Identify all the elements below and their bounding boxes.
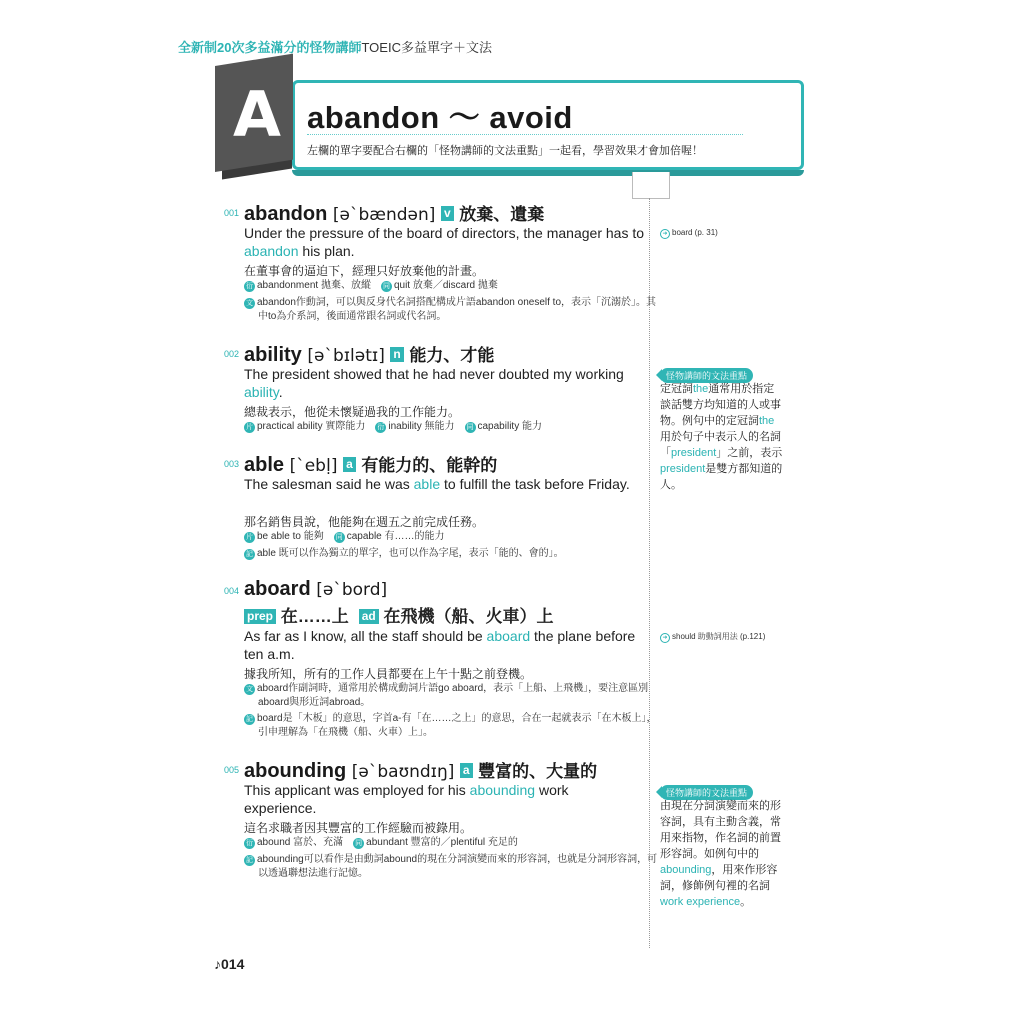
example-keyword: ability bbox=[244, 384, 279, 400]
arrow-right-icon: ➜ bbox=[660, 633, 670, 643]
memory-badge: 記 bbox=[246, 551, 253, 558]
headword-line bbox=[244, 578, 387, 601]
headword-line bbox=[244, 451, 497, 477]
related-words: 衍 abandonment 拋棄、放縱 同 quit 放棄／discard 拋棄 bbox=[246, 280, 498, 291]
headword-line bbox=[244, 757, 597, 783]
meaning-2: 在飛機（船、火車）上 bbox=[383, 607, 554, 626]
memory-note: 記 board是「木板」的意思，字首a-有「在……之上」的意思，合在一起就表示「在木板上」，引申理解為「在飛機（船、火車）上」。 bbox=[246, 713, 657, 738]
synonym-badge: 同 bbox=[355, 840, 363, 847]
arrow-right-icon: ➜ bbox=[660, 229, 670, 239]
memory-note: 記 able 既可以作為獨立的單字，也可以作為字尾，表示「能的、會的」。 bbox=[246, 548, 564, 559]
memory-note: 記 abounding可以看作是由動詞abound的現在分詞演變而來的形容詞，也就是分詞形容詞，可以透過聯想法進行記憶。 bbox=[246, 854, 658, 879]
pos-tag-2: ad bbox=[359, 609, 379, 624]
phonetic: [əˋbord] bbox=[316, 580, 388, 600]
example-keyword: able bbox=[413, 476, 441, 492]
headword: abandon bbox=[244, 203, 328, 225]
headword-line bbox=[244, 200, 544, 226]
pos-tag: v bbox=[441, 206, 454, 221]
phrase-badge: 片 bbox=[246, 424, 253, 431]
pos-tag: a bbox=[343, 457, 356, 472]
example-sentence: The salesman said he was able to fulfill the task before Friday. bbox=[244, 476, 630, 492]
synonym-badge: 同 bbox=[335, 534, 343, 541]
banner-subtitle: 左欄的單字要配合右欄的「怪物講師的文法重點」一起看，學習效果才會加倍喔！ bbox=[307, 145, 703, 157]
entry-number: 001 bbox=[224, 208, 240, 218]
grammar-tip-the: 定冠詞the通常用於指定談話雙方均知道的人或事物。例句中的定冠詞the用於句子中表示人的名詞「president」之前，表示president是雙方都知道的人。 bbox=[660, 383, 783, 491]
headword: able bbox=[244, 454, 285, 476]
grammar-tip-participle: 由現在分詞演變而來的形容詞，具有主動含義，常用來指物，作名詞的前置形容詞。如例句中的abounding，用來作形容詞，修飾例句裡的名詞work experience。 bbox=[660, 800, 781, 908]
memory-badge: 記 bbox=[246, 716, 253, 723]
banner-divider bbox=[307, 134, 743, 135]
synonym-badge: 同 bbox=[382, 283, 390, 290]
cross-reference-board[interactable]: ➜ board (p. 31) bbox=[660, 228, 718, 239]
headword: aboard bbox=[244, 578, 311, 600]
section-letter: A bbox=[233, 78, 281, 151]
running-header bbox=[178, 37, 492, 56]
example-sentence: Under the pressure of the board of directors, the manager has to abandon his plan. bbox=[244, 225, 645, 259]
related-words: 片 practical ability 實際能力 衍 inability 無能力 同 capability 能力 bbox=[246, 421, 542, 432]
grammar-tip-label-2: 怪物講師的文法重點 bbox=[660, 785, 753, 800]
example-keyword: abandon bbox=[244, 243, 299, 259]
headword: ability bbox=[244, 344, 302, 366]
memory-badge: 記 bbox=[246, 857, 253, 864]
related-words: 衍 abound 富於、充滿 同 abundant 豐富的／plentiful 充足的 bbox=[246, 837, 518, 848]
series-title: TOEIC多益單字＋文法 bbox=[361, 40, 492, 55]
meaning: 在……上 bbox=[280, 607, 349, 626]
page-number: ♪014 bbox=[214, 956, 245, 972]
example-sentence: The president showed that he had never doubted my working ability. bbox=[244, 366, 624, 400]
grammar-tip-label: 怪物講師的文法重點 bbox=[660, 368, 753, 383]
entry-number: 003 bbox=[224, 459, 240, 469]
entry-number: 005 bbox=[224, 765, 240, 775]
pos-tag: n bbox=[390, 347, 403, 362]
example-translation: 在董事會的逼迫下，經理只好放棄他的計畫。 bbox=[244, 264, 485, 278]
meaning: 能力、才能 bbox=[409, 346, 495, 365]
example-sentence: As far as I know, all the staff should be aboard the plane before ten a.m. bbox=[244, 628, 636, 662]
headword-line bbox=[244, 341, 494, 367]
meaning: 有能力的、能幹的 bbox=[361, 456, 498, 475]
synonym-badge: 同 bbox=[466, 424, 474, 431]
cross-reference-should[interactable]: ➜ should 助動詞用法 (p.121) bbox=[660, 631, 765, 643]
phonetic: [ˋebḷ] bbox=[289, 456, 338, 476]
derivative-badge: 衍 bbox=[246, 840, 253, 847]
example-translation: 那名銷售員說，他能夠在週五之前完成任務。 bbox=[244, 515, 485, 529]
phonetic: [əˋbændən] bbox=[332, 205, 436, 225]
series-highlight: 全新制20次多益滿分的怪物講師 bbox=[178, 40, 362, 55]
example-translation: 這名求職者因其豐富的工作經驗而被錄用。 bbox=[244, 821, 473, 835]
pos-tag: a bbox=[460, 763, 473, 778]
grammar-badge: 文 bbox=[246, 300, 253, 307]
phonetic: [əˋbaʊndɪŋ] bbox=[351, 762, 455, 782]
related-words: 片 be able to 能夠 同 capable 有……的能力 bbox=[246, 531, 445, 542]
example-translation: 總裁表示，他從未懷疑過我的工作能力。 bbox=[244, 405, 461, 419]
example-keyword: aboard bbox=[486, 628, 531, 644]
grammar-note: 文 aboard作副詞時，通常用於構成動詞片語go aboard，表示「上船、上飛機」，要注意區別aboard與形近詞abroad。 bbox=[246, 683, 649, 708]
phonetic: [əˋbɪlətɪ] bbox=[307, 346, 385, 366]
headword: abounding bbox=[244, 760, 347, 782]
example-sentence: This applicant was employed for his abounding work experience. bbox=[244, 782, 569, 816]
derivative-badge: 衍 bbox=[377, 424, 385, 431]
entry-number: 002 bbox=[224, 349, 240, 359]
example-keyword: abounding bbox=[469, 782, 536, 798]
meaning: 放棄、遺棄 bbox=[459, 205, 545, 224]
grammar-note: 文 abandon作動詞，可以與反身代名詞搭配構成片語abandon oneself to，表示「沉溺於」。其中to為介系詞，後面通常跟名詞或代名詞。 bbox=[246, 297, 657, 322]
banner-connector bbox=[632, 172, 670, 199]
word-range-title: abandon ～ avoid bbox=[307, 100, 573, 135]
entry-number: 004 bbox=[224, 586, 240, 596]
example-translation: 據我所知，所有的工作人員都要在上午十點之前登機。 bbox=[244, 667, 533, 681]
meaning: 豐富的、大量的 bbox=[478, 762, 598, 781]
derivative-badge: 衍 bbox=[246, 283, 253, 290]
pos-tag: prep bbox=[244, 609, 276, 624]
meaning-line bbox=[244, 602, 554, 627]
phrase-badge: 片 bbox=[246, 534, 253, 541]
grammar-badge: 文 bbox=[246, 686, 253, 693]
